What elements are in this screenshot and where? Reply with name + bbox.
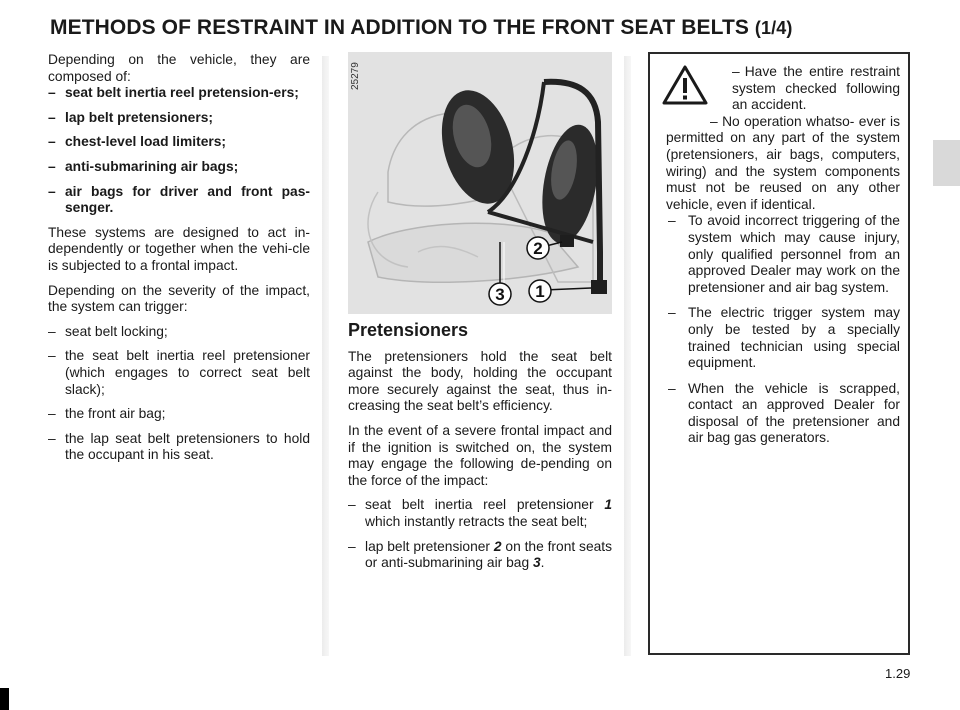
column-divider-right — [624, 56, 631, 656]
page-number: 1.29 — [885, 666, 911, 681]
list-item: – To avoid incorrect triggering of the system which may cause injury, only qualified personnel from an approved Dealer may work on the pretensioner and air bag system. — [666, 213, 900, 296]
seat-diagram — [348, 52, 612, 314]
left-column — [48, 52, 310, 472]
list-item: – lap belt pretensioner 2 on the front seats or anti-submarining air bag 3. — [348, 539, 612, 572]
components-list — [48, 85, 310, 217]
list-item: – lap belt pretensioners; — [48, 110, 310, 127]
column-divider-left — [322, 56, 329, 656]
list-item: – seat belt inertia reel pretension-ers; — [48, 85, 310, 102]
list-item: – seat belt inertia reel pretensioner 1 which instantly retracts the seat belt; — [348, 497, 612, 530]
severity-paragraph: Depending on the severity of the impact, the system can trigger: — [48, 282, 310, 315]
list-item: – The electric trigger system may only be tested by a specially trained technician using special equipment. — [666, 305, 900, 371]
impact-paragraph: In the event of a severe frontal impact and if the ignition is switched on, the system may engage the following de-pending on the force of the impact: — [348, 422, 612, 488]
restraint-illustration — [348, 52, 612, 314]
callout-2: 2 — [533, 239, 543, 258]
warning-box — [648, 52, 910, 655]
figure-code: 25279 — [350, 62, 361, 90]
list-item: – the seat belt inertia reel pretensioner (which engages to correct seat belt slack); — [48, 348, 310, 398]
warning-text — [666, 64, 900, 456]
chapter-tab — [933, 140, 960, 186]
list-item: – When the vehicle is scrapped, contact an approved Dealer for disposal of the pretensioner and air bag gas generators. — [666, 381, 900, 447]
list-item: – the lap seat belt pretensioners to hold the occupant in his seat. — [48, 431, 310, 464]
intro-text: Depending on the vehicle, they are composed of: — [48, 52, 310, 84]
section-heading: Pretensioners — [348, 320, 469, 340]
middle-column — [348, 322, 612, 580]
pretensioners-paragraph: The pretensioners hold the seat belt against the body, holding the occupant more securely against the seat, thus in-creasing the seat belt’s efficiency. — [348, 348, 612, 414]
callout-3: 3 — [495, 285, 505, 304]
list-item: – seat belt locking; — [48, 324, 310, 341]
list-item: – anti-submarining air bags; — [48, 159, 310, 176]
pretensioners-list — [348, 497, 612, 571]
corner-mark — [0, 688, 9, 710]
warning-second: – No operation whatso- ever is permitted on any part of the system (pretensioners, air bags, computers, wiring) and the system components must not be reused on any other vehicle, even if identical. — [666, 113, 900, 212]
callout-1: 1 — [535, 282, 545, 301]
warning-list — [666, 213, 900, 447]
warning-first: – Have the entire restraint system checked following an accident. — [732, 64, 900, 113]
list-item: – the front air bag; — [48, 406, 310, 423]
triggers-list — [48, 324, 310, 464]
list-item: – chest-level load limiters; — [48, 134, 310, 151]
systems-paragraph: These systems are designed to act in-dependently or together when the vehi-cle is subjected to a frontal impact. — [48, 224, 310, 273]
page-title: METHODS OF RESTRAINT IN ADDITION TO THE FRONT SEAT BELTS (1/4) — [50, 16, 793, 39]
list-item: – air bags for driver and front pas-senger. — [48, 184, 310, 217]
